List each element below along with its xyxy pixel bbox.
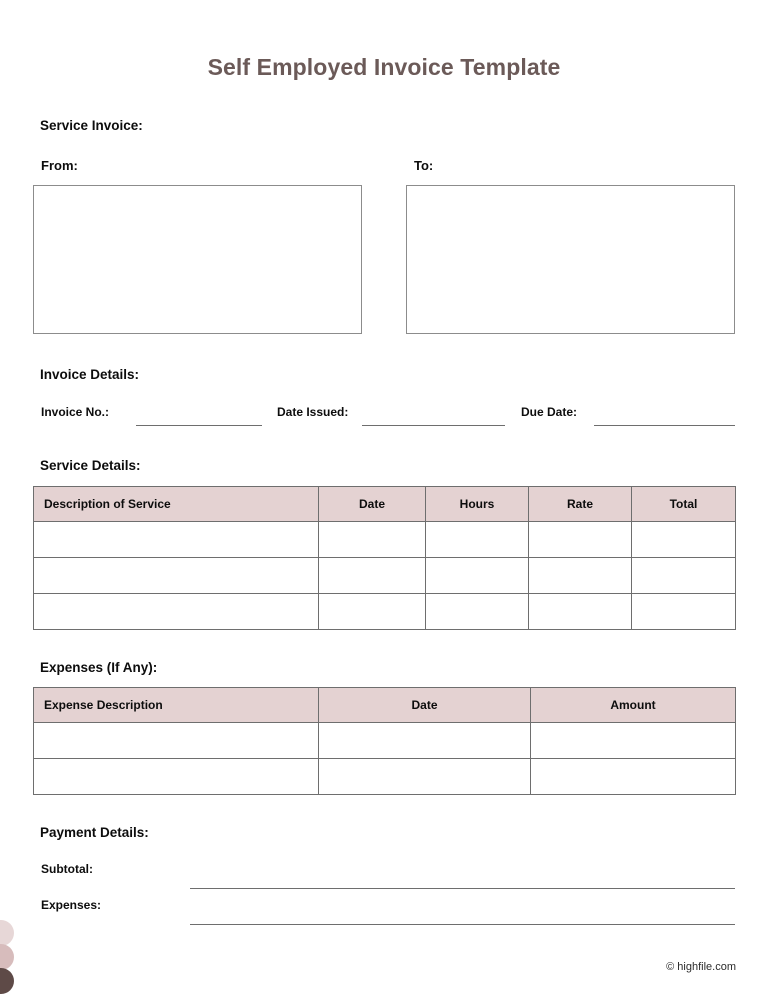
service-col-hours: Hours <box>426 487 529 522</box>
service-cell-rate[interactable] <box>529 594 632 630</box>
service-col-date: Date <box>319 487 426 522</box>
invoice-no-input[interactable] <box>136 425 262 426</box>
section-heading-payment-details: Payment Details: <box>40 825 149 840</box>
from-address-box[interactable] <box>33 185 362 334</box>
service-cell-description[interactable] <box>34 558 319 594</box>
expense-cell-date[interactable] <box>319 759 531 795</box>
invoice-no-label: Invoice No.: <box>41 405 110 419</box>
decorative-dots <box>0 920 22 994</box>
expenses-table <box>33 687 736 795</box>
service-cell-hours[interactable] <box>426 522 529 558</box>
subtotal-label: Subtotal: <box>41 862 93 876</box>
decorative-circle-medium <box>0 944 14 970</box>
expense-cell-description[interactable] <box>34 723 319 759</box>
service-cell-total[interactable] <box>632 594 736 630</box>
expense-cell-amount[interactable] <box>531 759 736 795</box>
due-date-input[interactable] <box>594 425 735 426</box>
expenses-total-input[interactable] <box>190 924 735 925</box>
expense-col-description: Expense Description <box>34 688 319 723</box>
service-cell-hours[interactable] <box>426 594 529 630</box>
service-cell-description[interactable] <box>34 594 319 630</box>
date-issued-label: Date Issued: <box>277 405 349 419</box>
service-cell-hours[interactable] <box>426 558 529 594</box>
table-row <box>34 759 736 795</box>
section-heading-service-details: Service Details: <box>40 458 141 473</box>
service-table-header-row <box>34 487 736 522</box>
table-row <box>34 522 736 558</box>
service-col-total: Total <box>632 487 736 522</box>
expense-table-header-row <box>34 688 736 723</box>
service-cell-date[interactable] <box>319 594 426 630</box>
date-issued-input[interactable] <box>362 425 505 426</box>
service-cell-description[interactable] <box>34 522 319 558</box>
service-cell-total[interactable] <box>632 522 736 558</box>
service-cell-total[interactable] <box>632 558 736 594</box>
expenses-total-label: Expenses: <box>41 898 102 912</box>
expense-cell-amount[interactable] <box>531 723 736 759</box>
expense-col-amount: Amount <box>531 688 736 723</box>
section-heading-invoice-details: Invoice Details: <box>40 367 140 382</box>
section-heading-service-invoice: Service Invoice: <box>40 118 143 133</box>
service-details-table <box>33 486 736 630</box>
footer-credit: © highfile.com <box>666 961 736 973</box>
expense-col-date: Date <box>319 688 531 723</box>
to-label: To: <box>414 158 434 173</box>
service-cell-rate[interactable] <box>529 522 632 558</box>
table-row <box>34 558 736 594</box>
decorative-circle-dark <box>0 968 14 994</box>
service-col-rate: Rate <box>529 487 632 522</box>
service-cell-rate[interactable] <box>529 558 632 594</box>
from-label: From: <box>41 158 78 173</box>
table-row <box>34 594 736 630</box>
section-heading-expenses: Expenses (If Any): <box>40 660 158 675</box>
due-date-label: Due Date: <box>521 405 578 419</box>
subtotal-input[interactable] <box>190 888 735 889</box>
expense-cell-date[interactable] <box>319 723 531 759</box>
to-address-box[interactable] <box>406 185 735 334</box>
service-cell-date[interactable] <box>319 558 426 594</box>
decorative-circle-light <box>0 920 14 946</box>
expense-cell-description[interactable] <box>34 759 319 795</box>
service-cell-date[interactable] <box>319 522 426 558</box>
table-row <box>34 723 736 759</box>
service-col-description: Description of Service <box>34 487 319 522</box>
page-title: Self Employed Invoice Template <box>207 54 561 80</box>
